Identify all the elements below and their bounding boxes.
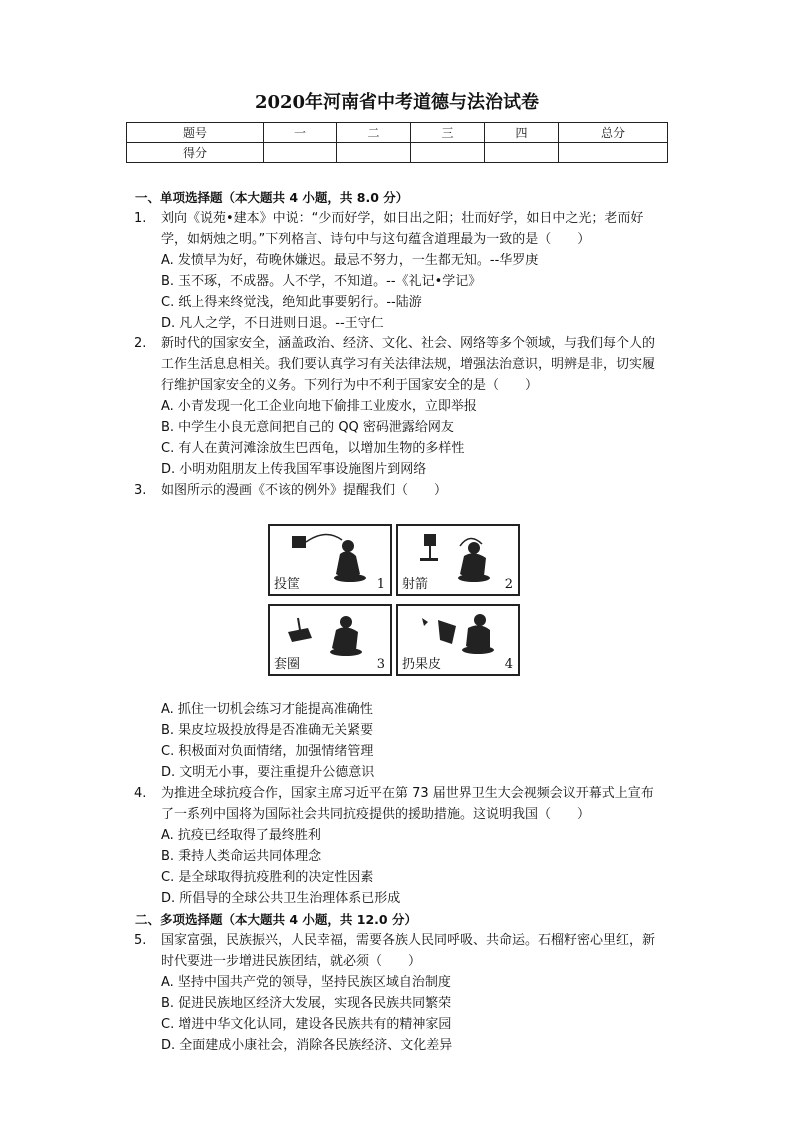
question-stem: 新时代的国家安全，涵盖政治、经济、文化、社会、网络等多个领域，与我们每个人的工作生活息息相关。我们要认真学习有关法律法规，增强法治意识，明辨是非，切实履行维护国家安全的义务。下列行为中不利于国家安全的是（ ）: [161, 336, 656, 393]
comic-panel-3: [268, 604, 392, 676]
question-5: [134, 930, 664, 1056]
question-stem: 刘向《说苑•建本》中说：“少而好学，如日出之阳；壮而好学，如日中之光；老而好学，如炳烛之明。”下列格言、诗句中与这句蕴含道理最为一致的是（ ）: [161, 211, 644, 247]
question-4: [134, 783, 664, 909]
panel-number: 2: [504, 577, 513, 592]
section-heading-single-choice: 一、单项选择题（本大题共 4 小题，共 8.0 分）: [135, 190, 409, 205]
score-header-cell: 四: [485, 123, 559, 143]
question-stem: 为推进全球抗疫合作，国家主席习近平在第 73 届世界卫生大会视频会议开幕式上宣布了一系列中国将为国际社会共同抗疫提供的援助措施。这说明我国（ ）: [161, 786, 654, 822]
question-number: 1.: [134, 211, 147, 226]
option-d: D. 所倡导的全球公共卫生治理体系已形成: [161, 891, 401, 906]
option-c: C. 有人在黄河滩涂放生巴西龟，以增加生物的多样性: [161, 441, 465, 456]
option-a: A. 抓住一切机会练习才能提高准确性: [161, 702, 373, 717]
comic-panel-2: [396, 524, 520, 596]
score-cell[interactable]: [264, 143, 337, 163]
option-a: A. 发愤早为好，苟晚休嫌迟。最忌不努力，一生都无知。--华罗庚: [161, 253, 539, 268]
option-a: A. 小青发现一化工企业向地下偷排工业废水，立即举报: [161, 399, 477, 414]
score-header-cell: 总分: [559, 123, 668, 143]
section-heading-multiple-choice: 二、多项选择题（本大题共 4 小题，共 12.0 分）: [135, 912, 417, 927]
score-header-cell: 三: [411, 123, 485, 143]
option-b: B. 秉持人类命运共同体理念: [161, 849, 322, 864]
panel-caption: 射箭: [402, 577, 429, 592]
question-number: 4.: [134, 786, 147, 801]
question-stem: 国家富强，民族振兴，人民幸福，需要各族人民同呼吸、共命运。石榴籽密心里红，新时代要进一步增进民族团结，就必须（ ）: [161, 933, 656, 969]
score-row-label: 得分: [127, 143, 264, 163]
question-3: [134, 480, 664, 501]
option-b: B. 玉不琢，不成器。人不学，不知道。--《礼记•学记》: [161, 274, 482, 289]
score-table-header-row: [127, 123, 668, 143]
score-table-score-row: [127, 143, 668, 163]
question-stem: 如图所示的漫画《不该的例外》提醒我们（ ）: [161, 483, 448, 498]
question-1: [134, 208, 664, 334]
option-d: D. 文明无小事，要注重提升公德意识: [161, 765, 375, 780]
option-b: B. 果皮垃圾投放得是否准确无关紧要: [161, 723, 374, 738]
option-c: C. 增进中华文化认同，建设各民族共有的精神家园: [161, 1017, 452, 1032]
option-b: B. 中学生小良无意间把自己的 QQ 密码泄露给网友: [161, 420, 454, 435]
score-table: [126, 122, 668, 163]
option-c: C. 是全球取得抗疫胜利的决定性因素: [161, 870, 374, 885]
panel-number: 3: [376, 657, 385, 672]
panel-caption: 扔果皮: [402, 657, 442, 672]
question-number: 3.: [134, 483, 147, 498]
comic-panel-1: [268, 524, 392, 596]
option-d: D. 小明劝阻朋友上传我国军事设施图片到网络: [161, 462, 427, 477]
option-b: B. 促进民族地区经济大发展，实现各民族共同繁荣: [161, 996, 452, 1011]
score-header-cell: 题号: [127, 123, 264, 143]
option-c: C. 纸上得来终觉浅，绝知此事要躬行。--陆游: [161, 295, 422, 310]
exam-title: 2020年河南省中考道德与法治试卷: [254, 92, 540, 113]
option-a: A. 抗疫已经取得了最终胜利: [161, 828, 321, 843]
option-c: C. 积极面对负面情绪，加强情绪管理: [161, 744, 374, 759]
panel-caption: 套圈: [274, 657, 301, 672]
question-3-options: [134, 699, 664, 783]
option-a: A. 坚持中国共产党的领导，坚持民族区域自治制度: [161, 975, 451, 990]
option-d: D. 全面建成小康社会，消除各民族经济、文化差异: [161, 1038, 453, 1053]
score-header-cell: 一: [264, 123, 337, 143]
panel-number: 4: [504, 657, 513, 672]
score-cell[interactable]: [411, 143, 485, 163]
question-2: [134, 333, 664, 480]
score-cell[interactable]: [485, 143, 559, 163]
question-number: 2.: [134, 336, 147, 351]
comic-panel-4: [396, 604, 520, 676]
question-number: 5.: [134, 933, 147, 948]
score-header-cell: 二: [337, 123, 411, 143]
panel-number: 1: [376, 577, 385, 592]
score-cell[interactable]: [559, 143, 668, 163]
score-cell[interactable]: [337, 143, 411, 163]
option-d: D. 凡人之学，不日进则日退。--王守仁: [161, 316, 384, 331]
comic-figure: [268, 524, 522, 674]
panel-caption: 投筐: [274, 577, 301, 592]
